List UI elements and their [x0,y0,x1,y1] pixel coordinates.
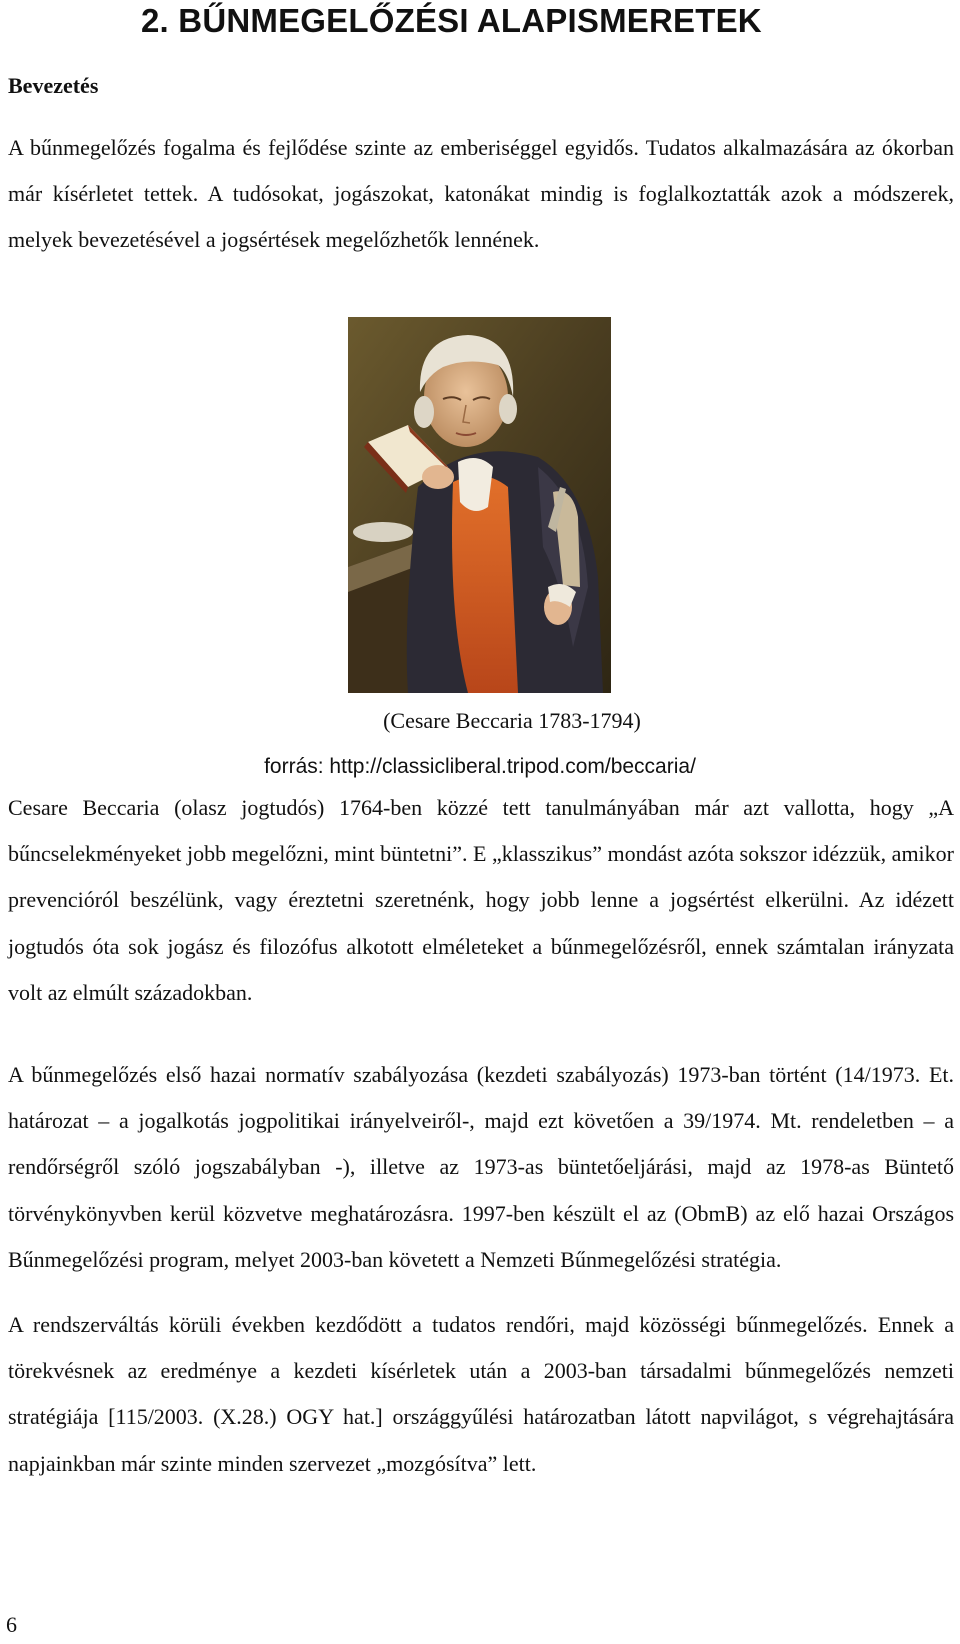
section-heading: Bevezetés [8,73,99,98]
paragraph-beccaria: Cesare Beccaria (olasz jogtudós) 1764-ben közzé tett tanulmányában már azt vallotta, hogy „A bűncselekményeket jobb megelőzni, mint büntetni”. E „klasszikus” mondást azóta sokszor idézzük, amikor prevencióról beszélünk, vagy éreztetni szeretnénk, hogy jobb lenne a jogsértést elkerülni. Az idézett jogtudós óta sok jogász és filozófus alkotott elméleteket a bűnmegelőzésről, ennek számtalan irányzata volt az elmúlt századokban. [8,795,954,1005]
chapter-title: 2. BŰNMEGELŐZÉSI ALAPISMERETEK [141,2,762,39]
beccaria-portrait-image [348,317,611,693]
page-number: 6 [6,1612,17,1637]
paragraph-hazai-szabalyozas: A bűnmegelőzés első hazai normatív szabályozása (kezdeti szabályozás) 1973-ban történt (14/1973. Et. határozat – a jogalkotás jogpolitikai irányelveiről-, majd ezt követően a 39/1974. Mt. rendeletben – a rendőrségről szóló jogszabályban -), illetve az 1973-as büntetőeljárási, majd az 1978-as Büntető törvénykönyvben kerül közvetve meghatározásra. 1997-ben készült el az (ObmB) az elő hazai Országos Bűnmegelőzési program, melyet 2003-ban követett a Nemzeti Bűnmegelőzési stratégia. [8,1062,954,1272]
paragraph-intro: A bűnmegelőzés fogalma és fejlődése szinte az emberiséggel egyidős. Tudatos alkalmazására az ókorban már kísérletet tettek. A tudósokat, jogászokat, katonákat mindig is foglalkoztatták azok a módszerek, melyek bevezetésével a jogsértések megelőzhetők lennének. [8,135,954,253]
paragraph-rendszervaltas: A rendszerváltás körüli években kezdődött a tudatos rendőri, majd közösségi bűnmegelőzés. Ennek a törekvésnek az eredménye a kezdeti kísérletek után a 2003-ban társadalmi bűnmegelőzés nemzeti stratégiája [115/2003. (X.28.) OGY hat.] országgyűlési határozatban látott napvilágot, s végrehajtására napjainkban már szinte minden szervezet „mozgósítva” lett. [8,1312,954,1476]
figure-source: forrás: http://classicliberal.tripod.com/beccaria/ [264,755,696,778]
figure-caption: (Cesare Beccaria 1783-1794) [383,708,641,733]
